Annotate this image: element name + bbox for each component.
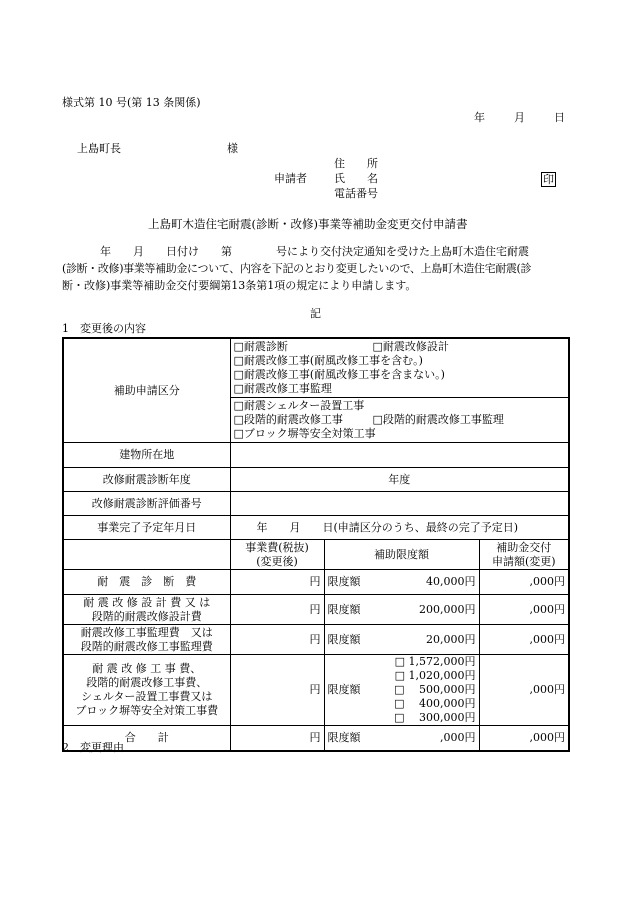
row-label-line: 段階的耐震改修工事費、 [86,676,208,689]
diagnosis-year-row [63,468,569,492]
category-label: 補助申請区分 [63,338,230,443]
category-option[interactable]: □段階的耐震改修工事 [233,413,343,426]
row-label-line: 段階的耐震改修設計費 [91,609,202,623]
limit-option[interactable]: □ 400,000円 [394,697,476,710]
cost-row-design [63,595,569,625]
cost-header-line: 事業費(税抜) [245,540,309,554]
row-label-line: 耐 震 改 修 設 計 費 又 は [83,595,211,609]
category-option[interactable]: □耐震改修工事(耐風改修工事を含まない。) [233,368,445,381]
section2-heading: 2 変更理由 [62,741,124,754]
cost-row-supervision [63,625,569,655]
form-number: 様式第 10 号(第 13 条関係) [62,96,201,109]
date-line [474,111,565,124]
limit-value: 200,000円 [419,602,476,616]
limit-cell [324,570,479,595]
total-grant[interactable]: ,000円 [479,726,569,752]
completion-value[interactable]: 年 月 日(申請区分のうち、最終の完了予定日) [230,516,569,540]
row-label-line: 段階的耐震改修工事監理費 [80,639,213,653]
limit-option[interactable]: □ 1,020,000円 [394,669,476,682]
limit-header: 補助限度額 [324,540,479,570]
applicant-label: 申請者 [274,172,307,185]
limit-value: 20,000円 [426,632,476,646]
grant-value[interactable]: ,000円 [479,570,569,595]
cost-row-work [63,655,569,726]
category-option[interactable]: □耐震改修工事監理 [233,382,332,395]
date-month: 月 [514,111,525,124]
category-option[interactable]: □耐震診断 [233,340,288,353]
date-day: 日 [554,111,565,124]
grant-header [479,540,569,570]
limit-label: 限度額 [327,683,361,696]
cost-header-line: (変更後) [256,554,298,568]
limit-option[interactable]: □ 1,572,000円 [394,655,476,668]
limit-label: 限度額 [327,602,361,616]
ki-mark: 記 [310,307,321,320]
building-location-row [63,443,569,468]
limit-cell [324,726,479,752]
category-option[interactable]: □耐震改修工事(耐風改修工事を含む。) [233,354,423,367]
eval-number-row [63,492,569,516]
category-option[interactable]: □ブロック塀等安全対策工事 [233,427,376,440]
grant-value[interactable]: ,000円 [479,595,569,625]
limit-cell [324,595,479,625]
row-label-line: シェルター設置工事費又は [81,690,213,703]
application-table [62,337,570,752]
header-row [63,540,569,570]
phone-label: 電話番号 [334,187,378,200]
cost-value[interactable]: 円 [230,625,324,655]
total-label: 合 計 [63,726,230,752]
date-year: 年 [474,111,485,124]
row-label-line: ブロック塀等安全対策工事費 [75,704,219,717]
cost-value[interactable]: 円 [230,570,324,595]
row-label-line: 耐 震 改 修 工 事 費、 [92,662,202,675]
category-option[interactable]: □耐震改修設計 [372,340,449,353]
total-row [63,726,569,752]
grant-value[interactable]: ,000円 [479,625,569,655]
row-label-line: 耐震改修工事監理費 又は [80,625,213,639]
limit-value: 40,000円 [426,575,476,588]
limit-value: ,000円 [440,731,476,744]
eval-number-label: 改修耐震診断評価番号 [63,492,230,516]
row-label: 耐 震 診 断 費 [63,570,230,595]
category-options [230,338,569,443]
address-label: 住 所 [334,157,378,170]
cost-row-diagnosis [63,570,569,595]
body-line: 断・改修)事業等補助金交付要綱第13条第1項の規定により申請します。 [62,279,417,292]
limit-option[interactable]: □ 500,000円 [394,683,476,696]
diagnosis-year-value[interactable]: 年度 [230,468,569,492]
grant-value[interactable]: ,000円 [479,655,569,726]
body-line: (診断・改修)事業等補助金について、内容を下記のとおり変更したいので、上島町木造住宅耐震(診 [62,262,532,275]
seal-icon: 印 [543,173,554,186]
building-location-value[interactable] [230,443,569,468]
limit-label: 限度額 [327,731,361,744]
grant-header-line: 申請額(変更) [491,554,556,568]
limit-label: 限度額 [327,632,361,646]
completion-label: 事業完了予定年月日 [63,516,230,540]
grant-header-line: 補助金交付 [496,540,552,554]
cost-header [230,540,324,570]
addressee-name: 上島町長 [77,142,121,155]
document-title: 上島町木造住宅耐震(診断・改修)事業等補助金変更交付申請書 [148,217,468,231]
limit-label: 限度額 [327,575,361,588]
limit-cell [324,655,479,726]
name-label: 氏 名 [334,172,378,185]
category-option[interactable]: □段階的耐震改修工事監理 [372,413,504,426]
row-label [63,625,230,655]
building-location-label: 建物所在地 [63,443,230,468]
body-paragraph [62,243,574,294]
row-label [63,655,230,726]
body-line: 年 月 日付け 第 号により交付決定通知を受けた上島町木造住宅耐震 [100,245,529,258]
cost-value[interactable]: 円 [230,655,324,726]
diagnosis-year-label: 改修耐震診断年度 [63,468,230,492]
addressee-honorific: 様 [227,142,238,155]
section1-heading: 1 変更後の内容 [62,322,146,335]
row-label [63,595,230,625]
category-option[interactable]: □耐震シェルター設置工事 [231,397,569,413]
cost-value[interactable]: 円 [230,595,324,625]
category-row [63,338,569,443]
total-cost[interactable]: 円 [230,726,324,752]
eval-number-value[interactable] [230,492,569,516]
limit-option[interactable]: □ 300,000円 [394,711,476,724]
limit-cell [324,625,479,655]
completion-row [63,516,569,540]
seal-mark [541,172,556,187]
